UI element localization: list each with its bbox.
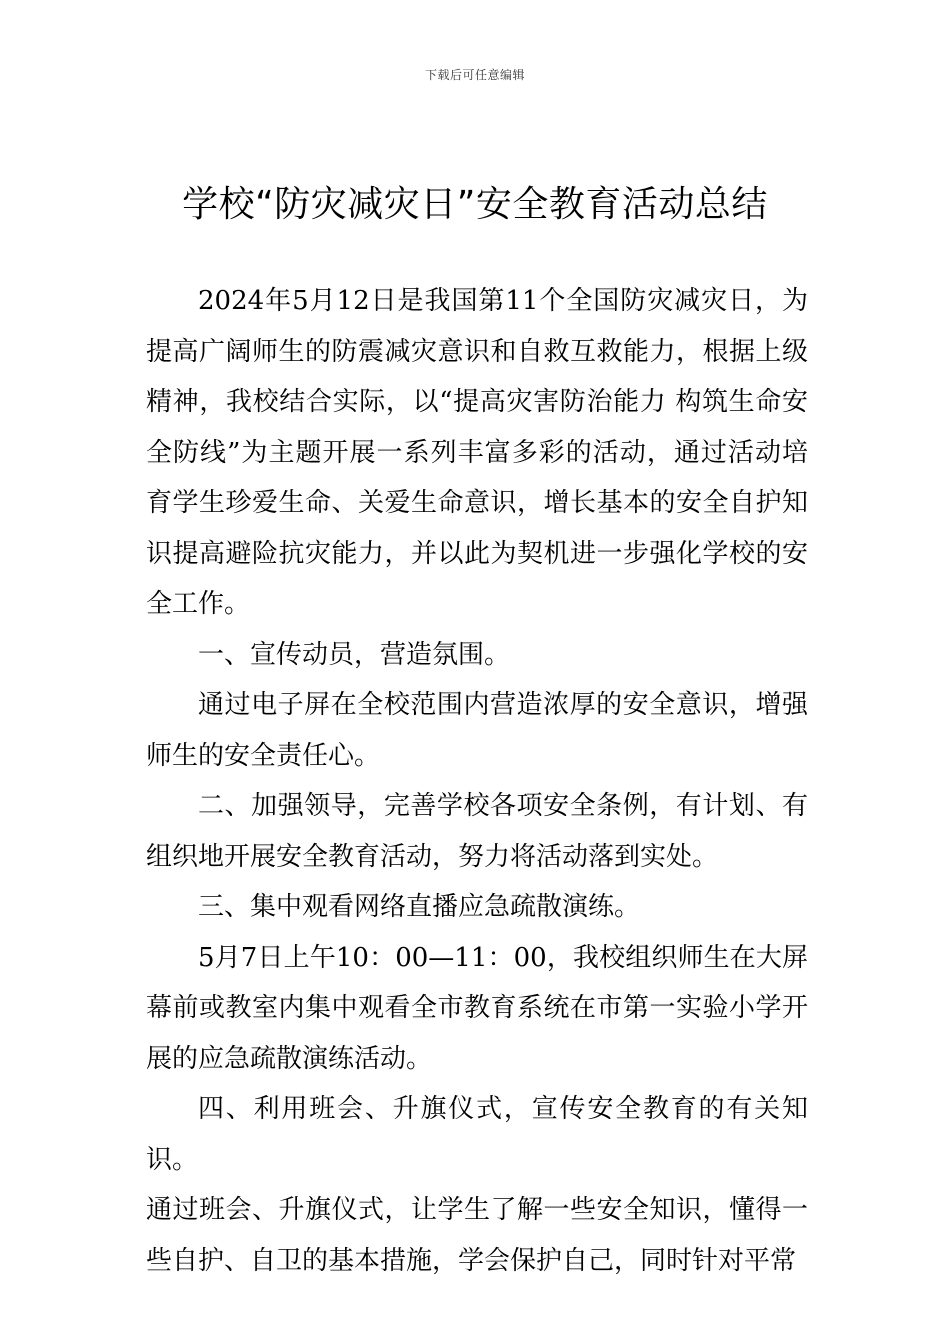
paragraph-section-4: 通过班会、升旗仪式，让学生了解一些安全知识，懂得一些自护、自卫的基本措施，学会保护自己，同时针对平常 [146, 1195, 808, 1276]
document-title: 学校“防灾减灾日”安全教育活动总结 [182, 184, 768, 225]
section-heading-1: 一、宣传动员，营造氛围。 [198, 639, 511, 670]
paragraph-section-1: 通过电子屏在全校范围内营造浓厚的安全意识，增强师生的安全责任心。 [146, 690, 808, 771]
section-heading-4: 四、利用班会、升旗仪式，宣传安全教育的有关知识。 [146, 1094, 808, 1175]
header-note: 下载后可任意编辑 [424, 68, 525, 82]
document-body [146, 276, 808, 1286]
paragraph-section-3: 5月7日上午10：00—11：00，我校组织师生在大屏幕前或教室内集中观看全市教育系统在市第一实验小学开展的应急疏散演练活动。 [146, 942, 808, 1074]
paragraph-intro: 2024年5月12日是我国第11个全国防灾减灾日，为提高广阔师生的防震减灾意识和自救互救能力，根据上级精神，我校结合实际，以“提高灾害防治能力 构筑生命安全防线”为主题开展一系列丰富多彩的活动，通过活动培育学生珍爱生命、关爱生命意识，增长基本的安全自护知识提高避险抗灾能力，并以此为契机进一步强化学校的安全工作。 [146, 286, 808, 619]
section-heading-3: 三、集中观看网络直播应急疏散演练。 [198, 892, 641, 922]
section-heading-2: 二、加强领导，完善学校各项安全条例，有计划、有组织地开展安全教育活动，努力将活动落到实处。 [146, 791, 808, 872]
